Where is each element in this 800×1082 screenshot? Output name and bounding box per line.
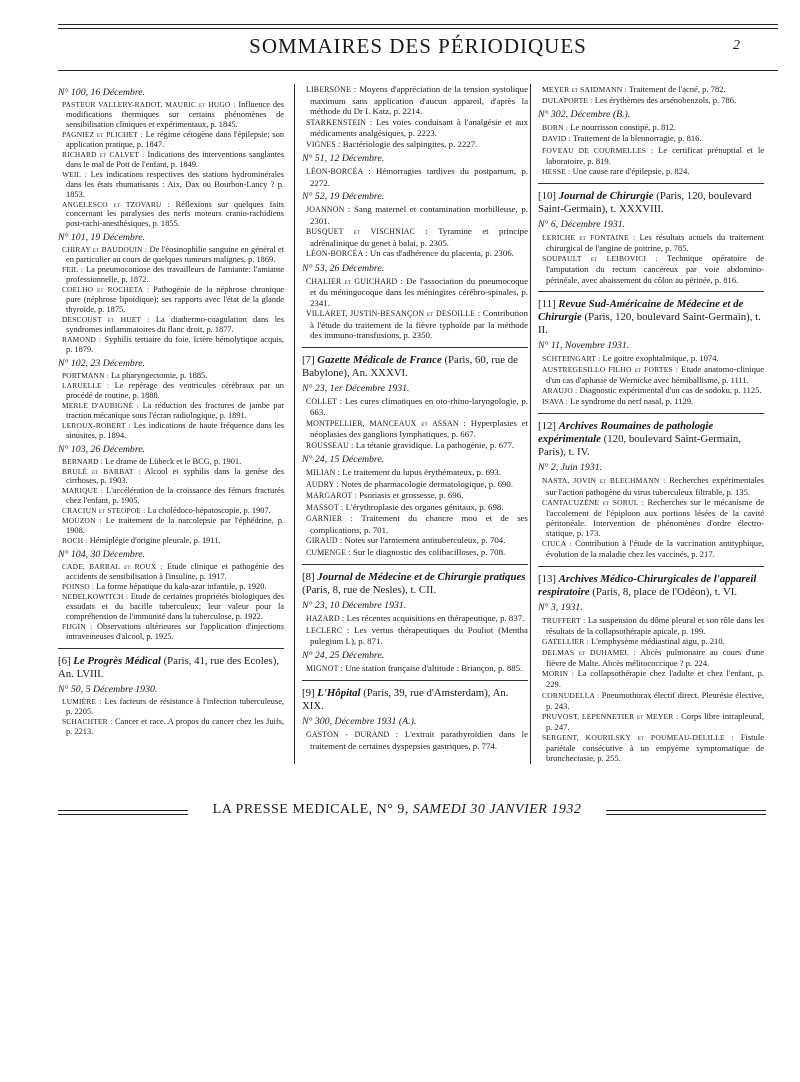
article-entry: [58, 315, 284, 335]
journal-section: [538, 183, 764, 285]
article-title: Pathogénie de la néphrose chronique pure (néphrose lipoïdique); ses rapports avec l'état de la glande thyroïde, p. 1875.: [66, 285, 284, 315]
journal-heading: [302, 354, 528, 380]
article-title: La cholédoco-hépatoscopie, p. 1907.: [147, 506, 271, 516]
article-entry: [538, 711, 764, 732]
article-entry: [538, 353, 764, 364]
journal-title: Archives Médico-Chirurgicales de l'appareil respiratoire: [538, 572, 757, 598]
article-entry: [58, 100, 284, 130]
article-entry: [302, 440, 528, 452]
article-title: Moyens d'appréciation de la tension systolique maximum sans application d'aucun appareil, d'après la méthode du Dr I. Katz, p. 2214.: [310, 84, 528, 116]
author: DELMAS et DUHAMEL :: [542, 647, 636, 657]
article-entry: [538, 232, 764, 253]
article-title: Les voies conduisant à l'analgésie et aux médicaments analgésiques, p. 2223.: [310, 116, 528, 138]
article-entry: [302, 613, 528, 625]
article-entry: [58, 265, 284, 285]
journal-section: [302, 564, 528, 674]
journal-title: Archives Roumaines de pathologie expérimentale: [538, 420, 714, 446]
article-entry: [58, 335, 284, 355]
article-title: Notes de pharmacologie dermatologique, p. 690.: [340, 478, 514, 489]
author: MORIN :: [542, 669, 575, 679]
journal-reference: (Paris, 41, rue des Ecoles), An. LVIII.: [58, 654, 279, 680]
journal-number: [7]: [302, 353, 315, 366]
article-entry: [538, 253, 764, 284]
article-title: De l'association du pneumocoque et du méningocoque dans les méningites cérébro-spinales, p. 2341.: [310, 275, 528, 308]
article-title: Cancer et race. A propos du cancer chez les Juifs, p. 2213.: [66, 716, 284, 736]
article-entry: [58, 516, 284, 536]
article-title: Tyramine et principe adrénalinique du genet à balai, p. 2305.: [310, 226, 528, 248]
article-entry: [302, 467, 528, 479]
author: BERNARD :: [62, 456, 104, 466]
author: COLLET :: [306, 396, 343, 406]
article-entry: [538, 364, 764, 385]
author: GATELLIER :: [542, 636, 589, 646]
article-title: La tétanie gravidique. La pathogénie, p. 677.: [355, 439, 515, 450]
author: MOUZON :: [62, 516, 102, 526]
article-title: Fistule pariétale consécutive à un empyème symptomatique de bronchectasie, p. 255.: [546, 732, 764, 764]
journal-reference: (Paris, 8, place de l'Odéon), t. VI.: [592, 585, 738, 598]
author: POINSO :: [62, 582, 95, 592]
journal-section: [538, 566, 764, 764]
author: AUSTREGESILLO FILHO et FORTES :: [542, 364, 679, 374]
article-title: Les facteurs de résistance à l'infection tuberculeuse, p. 2205.: [66, 696, 284, 716]
issue-heading: N° 51, 12 Décembre.: [302, 153, 385, 164]
article-entry: [58, 467, 284, 487]
author: AUDRY :: [306, 479, 339, 489]
author: GIRAUD :: [306, 536, 343, 545]
issue-heading: N° 302, Décembre (B.).: [538, 109, 631, 121]
article-entry: [302, 490, 528, 502]
article-entry: [538, 396, 764, 407]
issue-heading: N° 300, Décembre 1931 (A.).: [302, 716, 417, 727]
article-title: Alcool et syphilis dans la genèse des cirrhoses, p. 1903.: [66, 466, 284, 486]
article-entry: [302, 248, 528, 260]
issue-heading: N° 53, 26 Décembre.: [302, 262, 385, 274]
article-entry: [58, 150, 284, 170]
author: RAMOND :: [62, 334, 102, 344]
article-entry: [58, 506, 284, 516]
author: MEYER et SAIDMANN :: [542, 85, 627, 94]
article-title: Contribution à l'étude de la vaccination antityphique, évolution de la maladie chez les vaccinés, p. 217.: [546, 538, 764, 560]
article-entry: [538, 475, 764, 496]
article-entry: [58, 245, 284, 265]
journal-section: [302, 347, 528, 559]
author: MERLE D'AUBIGNÉ :: [62, 400, 140, 410]
article-entry: [58, 582, 284, 592]
journal-title: Le Progrès Médical: [73, 654, 161, 667]
article-entry: [58, 200, 284, 230]
article-entry: [302, 276, 528, 309]
journal-number: [8]: [302, 571, 315, 583]
article-entry: [302, 117, 528, 139]
article-entry: [302, 139, 528, 151]
article-title: Recherches expérimentales sur l'action pathogène du virus tuberculeux filtrable, p. 135.: [546, 475, 764, 497]
column-2: [302, 84, 528, 764]
article-entry: [538, 538, 764, 559]
author: COELHO et ROCHETA :: [62, 285, 150, 295]
journal-number: [11]: [538, 297, 556, 310]
article-entry: [58, 421, 284, 441]
page-number: 2: [733, 38, 740, 53]
article-title: Le certificat prénuptial et le laboratoire, p. 819.: [546, 144, 764, 166]
journal-section: [538, 413, 764, 559]
article-entry: [538, 668, 764, 689]
journal-number: [12]: [538, 420, 556, 433]
issue-heading: N° 11, Novembre 1931.: [538, 339, 630, 351]
issue-heading: N° 23, 10 Décembre 1931.: [302, 600, 407, 611]
journal-reference: (Paris, 8, rue de Nesles), t. CII.: [302, 584, 437, 596]
article-title: De l'éosinophilie sanguine en général et en particulier au cours de quelques tumeurs malignes, p. 1869.: [66, 245, 284, 265]
author: ROCH :: [62, 536, 88, 546]
article-title: Contribution à l'étude du traitement de la fièvre typhoïde par la méthode des immuno-transfusions, p. 2350.: [310, 308, 528, 340]
article-title: Hémorragies tardives du postpartum, p. 2272.: [310, 166, 528, 188]
author: JOANNON :: [306, 205, 351, 214]
article-title: Réflexions sur quelques faits concernant les paralysies des nerfs moteurs cranio-rachidiens post-rachi-anesthésiques, p. 1855.: [66, 199, 284, 229]
article-title: Recherches sur le mécanisme de l'accolement de l'épiploon aux portions lésées de la cavité péritonéale. Intervention de phénomènes d'ordre électro-statique, p. 173.: [546, 496, 764, 539]
journal-heading: [538, 190, 764, 216]
article-entry: [302, 663, 528, 675]
column-3: [538, 84, 764, 764]
article-title: Le traitement de la narcolepsie par l'éphédrine, p. 1908.: [66, 516, 284, 536]
article-entry: [58, 717, 284, 737]
author: DESCOUST et HUET :: [62, 315, 150, 325]
article-entry: [538, 647, 764, 668]
article-title: Sur le diagnostic des colibacilloses, p. 708.: [352, 546, 506, 557]
article-entry: [538, 166, 764, 177]
article-title: L'érythroplasie des organes génitaux, p. 698.: [345, 501, 504, 512]
issue-heading: N° 3, 1931.: [538, 601, 583, 613]
article-entry: [58, 130, 284, 150]
author: LECLERC :: [306, 625, 350, 635]
author: MASSOT :: [306, 502, 344, 512]
journal-heading: [538, 420, 764, 459]
article-title: Technique opératoire de l'amputation du rectum cancéreux par voie abdomino-périnéale, avec abaissement du côlon au périnée, p. 816.: [546, 253, 764, 285]
author: HAZARD :: [306, 614, 345, 623]
footer-rule-right: [606, 810, 766, 815]
article-title: Psoriasis et grossesse, p. 696.: [359, 490, 464, 500]
author: LIBERSONE :: [306, 85, 357, 94]
article-entry: [302, 204, 528, 226]
journal-reference: (Paris, 60, rue de Babylone), An. XXXVI.: [302, 353, 518, 379]
journal-heading: [58, 655, 284, 681]
author: BRULÉ et BARBAT :: [62, 466, 141, 476]
author: SCHTEINGART :: [542, 353, 601, 363]
article-title: Les érythèmes des arsénobenzols, p. 786.: [594, 95, 737, 106]
journal-heading: [538, 298, 764, 337]
author: FIJGIN :: [62, 621, 93, 631]
header-top-rule: [58, 24, 778, 29]
journal-number: [9]: [302, 687, 315, 699]
article-title: Une station française d'altitude : Briançon, p. 885.: [345, 662, 523, 673]
article-title: La forme hépatique du kala-azar infantile, p. 1920.: [96, 582, 267, 592]
author: CADE, BARRAL et ROUX :: [62, 562, 163, 572]
article-entry: [58, 457, 284, 467]
article-title: Les indications de haute fréquence dans les sinusites, p. 1894.: [66, 420, 284, 440]
journal-reference: (Paris, 120, boulevard Saint-Germain), t. XXXVIII.: [538, 189, 752, 215]
article-title: L'extrait parathyroïdien dans le traitement de certaines dyspepsies gastriques, p. 774.: [310, 729, 528, 751]
journal-reference: (120, boulevard Saint-Germain, Paris), t. IV.: [538, 433, 741, 459]
article-entry: [538, 95, 764, 106]
author: VILLARET, JUSTIN-BESANÇON et DESOILLE :: [306, 309, 481, 318]
author: PORTMANN :: [62, 370, 109, 380]
article-entry: [302, 625, 528, 647]
journal-section: [538, 291, 764, 408]
article-title: La collapsothérapie chez l'adulte et chez l'enfant, p. 229.: [546, 668, 764, 690]
article-entry: [58, 592, 284, 622]
article-entry: [538, 615, 764, 636]
article-entry: [538, 690, 764, 711]
author: ISAVA :: [542, 397, 569, 407]
article-entry: [58, 562, 284, 582]
journal-title: L'Hôpital: [317, 687, 361, 699]
article-title: Les résultats actuels du traitement chirurgical de l'angine de poitrine, p. 785.: [546, 231, 764, 254]
author: DAVID :: [542, 134, 571, 144]
article-title: Les récentes acquisitions en thérapeutique, p. 837.: [346, 613, 525, 623]
author: CHIRAY et BAUDOUIN :: [62, 245, 148, 255]
article-entry: [538, 497, 764, 539]
article-title: Les vertus thérapeutiques du Pouliot (Mentha pulegium L), p. 871.: [310, 624, 528, 646]
issue-heading: N° 2, Juin 1931.: [538, 462, 603, 474]
author: SOUPAULT et LEIBOVICI :: [542, 254, 658, 264]
journal-title: Journal de Médecine et de Chirurgie pratiques: [317, 571, 526, 583]
author: FEIL :: [62, 265, 84, 275]
page-footer: [192, 802, 602, 818]
article-entry: [58, 697, 284, 717]
article-title: Un cas d'adhérence du placenta, p. 2306.: [369, 248, 514, 258]
journal-number: [13]: [538, 572, 556, 585]
issue-heading: N° 102, 23 Décembre.: [58, 357, 146, 369]
author: BUSQUET et VISCHNIAC :: [306, 227, 428, 236]
author: MARIQUE :: [62, 486, 104, 496]
article-entry: [302, 226, 528, 248]
author: CORNUDELLA :: [542, 690, 600, 700]
article-entry: [302, 502, 528, 514]
article-title: Les cures climatiques en oto-rhino-laryngologie, p. 663.: [310, 395, 528, 417]
issue-heading: N° 103, 26 Décembre.: [58, 443, 146, 455]
journal-title: Journal de Chirurgie: [558, 189, 654, 202]
article-title: Traitement de l'acné, p. 782.: [628, 84, 726, 94]
author: LÉON-BORCÉA :: [306, 167, 371, 176]
article-title: Le drame de Lübeck et le BCG, p. 1901.: [105, 456, 242, 466]
author: BORN :: [542, 123, 569, 133]
article-entry: [538, 84, 764, 95]
article-title: Corps libre intrapleural, p. 247.: [546, 710, 764, 732]
article-title: Le syndrome du nerf nasal, p. 1129.: [570, 396, 694, 407]
author: NASTA, JOVIN et BLECHMANN :: [542, 476, 666, 486]
article-title: La pharyngectomie, p. 1885.: [111, 370, 208, 380]
author: LERICHE et FONTAINE :: [542, 232, 636, 242]
article-title: Diagnostic expérimental d'un cas de sodoku, p. 1125.: [579, 385, 762, 396]
article-title: Les indications respectives des stations hydrominérales dans les états rhumatisants : Aix, Dax ou Bourbon-Lancy ? p. 1853.: [66, 169, 284, 199]
author: CHALIER et GUICHARD :: [306, 276, 403, 286]
author: GARNIER :: [306, 514, 354, 523]
article-title: La diathermo-coagulation dans les syndromes inflammatoires du flanc droit, p. 1877.: [66, 315, 284, 335]
article-title: Le repérage des ventricules cérébraux par un procédé de routine, p. 1888.: [66, 380, 284, 400]
author: SCHACHTER :: [62, 716, 113, 726]
issue-heading: N° 24, 15 Décembre.: [302, 454, 385, 465]
article-title: La suspension du dôme pleural et son rôle dans les résultats de la collapsothérapie apicale, p. 199.: [546, 614, 764, 636]
footer-issue: N° 9,: [376, 802, 409, 817]
article-title: L'emphysème médiastinal aigu, p. 210.: [590, 635, 725, 646]
article-title: Une cause rare d'épilepsie, p. 824.: [572, 165, 690, 176]
author: TRUFFERT :: [542, 615, 586, 625]
article-entry: [538, 122, 764, 133]
author: WEIL :: [62, 169, 87, 179]
issue-heading: N° 100, 16 Décembre.: [58, 87, 146, 98]
article-title: L'accélération de la croissance des fémurs fracturés chez l'enfant, p. 1905.: [66, 486, 284, 506]
author: STARKENSTEIN :: [306, 117, 373, 127]
article-entry: [58, 170, 284, 200]
issue-heading: N° 24, 25 Décembre.: [302, 649, 385, 661]
article-entry: [538, 385, 764, 396]
article-entry: [58, 622, 284, 642]
article-title: Traitement du chancre mou et de ses complications, p. 701.: [310, 513, 528, 535]
article-title: La réduction des fractures de jambe par traction mécanique sous l'écran radiologique, p. 1891.: [66, 400, 284, 420]
issue-heading: N° 6, Décembre 1931.: [538, 218, 626, 230]
article-title: Etude anatomo-clinique d'un cas d'aphasie de Wernicke avec hémiballisme, p. 1111.: [546, 363, 764, 385]
issue-heading: N° 101, 19 Décembre.: [58, 232, 146, 244]
article-entry: [302, 535, 528, 547]
author: LARUELLE :: [62, 380, 110, 390]
article-title: Le nourrisson constipé, p. 812.: [570, 122, 676, 133]
issue-heading: N° 50, 5 Décembre 1930.: [58, 683, 158, 695]
journal-heading: [302, 571, 528, 597]
author: LEROUX-ROBERT :: [62, 420, 131, 430]
author: FOVEAU DE COURMELLES :: [542, 145, 654, 155]
journal-heading: [538, 573, 764, 599]
article-title: Syphilis tertiaire du foie. Ictère hémolytique acquis, p. 1879.: [66, 334, 284, 354]
article-entry: [302, 84, 528, 117]
article-entry: [58, 371, 284, 381]
author: RICHARD et CALVET :: [62, 149, 145, 159]
article-title: Abcès pulmonaire au cours d'une fièvre de Malte. Abcès mélitococcique ? p. 224.: [546, 646, 764, 669]
article-entry: [58, 381, 284, 401]
columns-area: [58, 84, 776, 764]
journal-section: [58, 648, 284, 737]
article-entry: [302, 479, 528, 491]
author: SERGENT, KOURILSKY et POUMEAU-DELILLE :: [542, 733, 734, 743]
footer-date: SAMEDI 30 JANVIER 1932: [412, 802, 582, 817]
author: CIUCA :: [542, 539, 572, 549]
article-entry: [538, 145, 764, 166]
author: DULAPORTE :: [542, 96, 593, 106]
footer-rule-left: [58, 810, 188, 815]
article-title: Etude clinique et pathogénie des accidents de sensibilisation à l'insuline, p. 1917.: [66, 562, 284, 582]
author: VIGNES :: [306, 139, 341, 149]
article-title: Influence des modifications thermiques sur certains phénomènes de sensibilisation cliniques et expérimentaux, p. 1845.: [66, 100, 284, 129]
article-title: Bactériologie des salpingites, p. 2227.: [342, 138, 478, 149]
journal-section: [302, 680, 528, 751]
author: MONTPELLIER, MANCEAUX et ASSAN :: [306, 418, 466, 428]
article-title: Hyperplasies et néoplasies des ganglions lymphatiques, p. 667.: [310, 417, 528, 439]
article-entry: [302, 547, 528, 559]
author: MILIAN :: [306, 468, 341, 477]
article-entry: [302, 513, 528, 535]
footer-journal: LA PRESSE MEDICALE,: [212, 802, 373, 817]
article-title: Le goitre exophtalmique, p. 1074.: [602, 352, 719, 363]
journal-reference: (Paris, 39, rue d'Amsterdam), An. XIX.: [302, 687, 509, 712]
article-title: Observations ultérieures sur l'application d'injections intraveineuses d'alcool, p. 1925.: [66, 621, 284, 641]
journal-number: [6]: [58, 654, 71, 667]
journal-reference: (Paris, 120, boulevard Saint-Germain), t. II.: [538, 310, 761, 336]
article-entry: [58, 486, 284, 506]
article-entry: [302, 308, 528, 341]
author: ANGELESCO et TZOVARU :: [62, 199, 170, 209]
author: CANTACUZÈNE et SORUL :: [542, 497, 644, 507]
issue-heading: N° 104, 30 Décembre.: [58, 549, 146, 561]
article-entry: [538, 732, 764, 763]
author: GASTON - DURAND :: [306, 730, 399, 739]
author: LUMIÈRE :: [62, 696, 102, 706]
article-entry: [58, 285, 284, 315]
author: CRACIUN et STEOPOE :: [62, 506, 146, 516]
article-entry: [58, 401, 284, 421]
article-entry: [302, 396, 528, 418]
article-entry: [538, 133, 764, 144]
article-entry: [302, 418, 528, 440]
journal-number: [10]: [538, 189, 556, 202]
author: PRUVOST, LEPENNETIER et MEYER :: [542, 711, 679, 721]
issue-heading: N° 23, 1er Décembre 1931.: [302, 382, 410, 394]
article-title: Hémiplégie d'origine pleurale, p. 1911.: [89, 536, 221, 546]
page-title: SOMMAIRES DES PÉRIODIQUES: [249, 34, 587, 58]
author: NEDELKOWITCH :: [62, 591, 129, 601]
column-1: [58, 84, 284, 764]
article-title: Le régime cétogène dans l'épilepsie; son application pratique, p. 1847.: [66, 129, 284, 149]
article-title: Le traitement du lupus érythémateux, p. 693.: [342, 467, 501, 477]
author: PASTEUR VALLERY-RADOT, MAURIC et HUGO :: [62, 100, 236, 109]
author: HESSE :: [542, 166, 571, 176]
journal-title: Revue Sud-Américaine de Médecine et de Chirurgie: [538, 297, 744, 323]
author: CUMENGE :: [306, 547, 351, 557]
journal-heading: [302, 687, 528, 713]
article-entry: [302, 166, 528, 188]
article-title: Sang maternel et contamination morbilleuse, p. 2301.: [310, 204, 528, 226]
article-title: Notes sur l'armement antituberculeux, p. 704.: [344, 535, 506, 545]
author: LÉON-BORCÉA :: [306, 249, 368, 258]
author: PAGNIEZ et PLICHET :: [62, 129, 143, 139]
author: ROUSSEAU :: [306, 440, 354, 450]
article-entry: [302, 729, 528, 751]
article-title: Traitement de la blennorragie, p. 816.: [572, 133, 702, 144]
article-entry: [58, 536, 284, 546]
article-title: Indications des interventions sanglantes dans le mal de Pott de l'enfant, p. 1849.: [66, 149, 284, 169]
author: MIGNOT :: [306, 663, 343, 673]
issue-heading: N° 52, 19 Décembre.: [302, 191, 385, 202]
author: ARAUJO :: [542, 386, 578, 396]
article-title: Etude de certaines propriétés biologiques des exsudats et du bacille tuberculeux; leur valeur pour la compréhension de l'immunité dans la tuberculose, p. 1922.: [66, 591, 284, 621]
article-title: La pneumoconiose des travailleurs de l'amiante: l'amiante professionnelle, p. 1872.: [66, 265, 284, 285]
journal-title: Gazette Médicale de France: [317, 353, 442, 366]
header-bottom-rule: [58, 70, 778, 71]
article-entry: [538, 636, 764, 647]
article-title: Pneumothorax électif direct. Pleurésie élective, p. 243.: [546, 689, 764, 711]
author: MARGAROT :: [306, 491, 357, 500]
